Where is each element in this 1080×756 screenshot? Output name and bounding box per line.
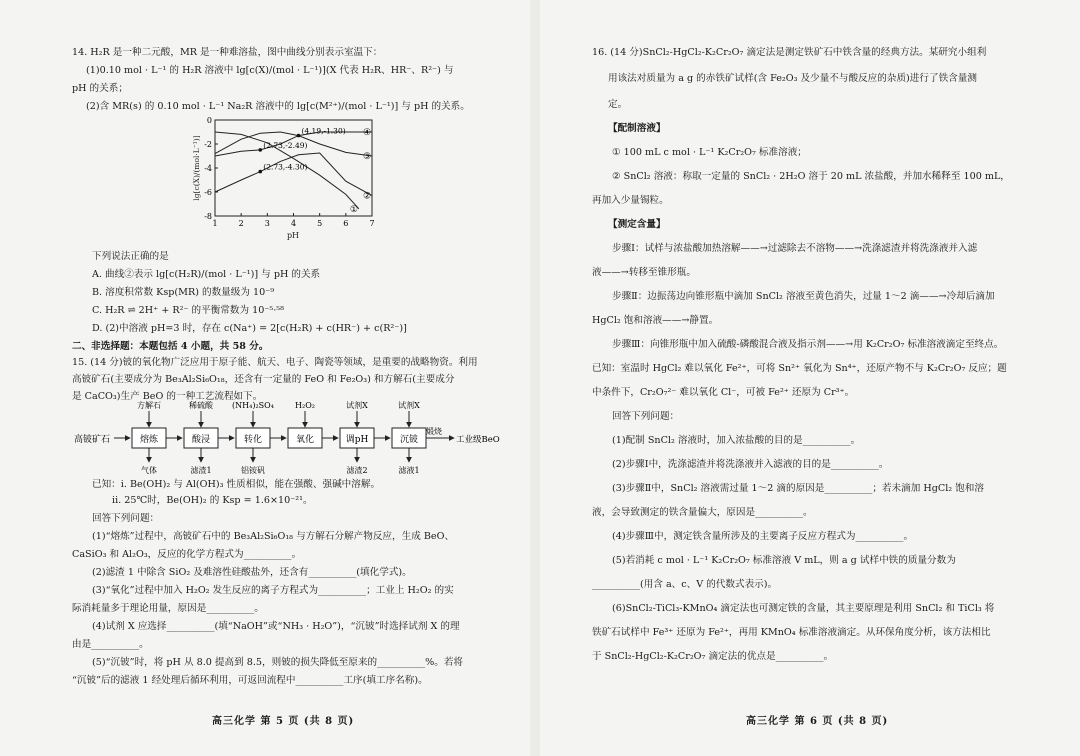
chart-annotation-label: (2.73,-4.30)	[263, 162, 308, 172]
q16-step2-line1: 步骤Ⅱ：边振荡边向锥形瓶中滴加 SnCl₂ 溶液至黄色消失，过量 1～2 滴——→冷却后滴加	[612, 291, 995, 302]
q14-question: 下列说法正确的是	[92, 251, 169, 262]
chart-series-label: ①	[349, 204, 358, 215]
q15-p4-line2: 由是__________。	[72, 639, 149, 650]
q16-step1-line2: 液——→转移至锥形瓶。	[592, 267, 696, 278]
page-footer-6: 高三化学 第 6 页 (共 8 页)	[746, 716, 889, 727]
chart-ytick-label: -2	[204, 140, 212, 149]
q16-p1: (1)配制 SnCl₂ 溶液时，加入浓盐酸的目的是__________。	[612, 435, 861, 446]
q16-line3: 定。	[608, 99, 628, 110]
svg-text:铝铵矾: 铝铵矾	[241, 466, 265, 475]
q16-step1-line1: 步骤Ⅰ：试样与浓盐酸加热溶解——→过滤除去不溶物——→洗涤滤渣并将洗涤液并入滤	[612, 243, 978, 254]
chart-series-label: ④	[363, 128, 372, 138]
q16-step3-line1: 步骤Ⅲ：向锥形瓶中加入硫酸-磷酸混合液及指示剂——→用 K₂Cr₂O₇ 标准溶液滴定至终点。	[612, 339, 1004, 350]
svg-text:方解石: 方解石	[137, 401, 161, 410]
q16-ask: 回答下列问题：	[612, 411, 680, 422]
q16-p5-line2: __________(用含 a、c、V 的代数式表示)。	[592, 579, 778, 590]
svg-text:试剂X: 试剂X	[346, 401, 368, 410]
svg-text:滤渣2: 滤渣2	[346, 466, 368, 475]
q16-heading-prepare: 【配制溶液】	[608, 123, 666, 134]
q15-p5-line2: “沉铍”后的滤液 1 经处理后循环利用，可返回流程中__________工序(填工序名称)。	[72, 675, 428, 686]
svg-text:酸浸: 酸浸	[191, 435, 211, 445]
page-footer-5: 高三化学 第 5 页 (共 8 页)	[212, 716, 355, 727]
svg-text:试剂X: 试剂X	[398, 401, 420, 410]
svg-text:滤渣1: 滤渣1	[190, 466, 212, 475]
chart-ytick-label: -6	[204, 188, 212, 197]
q14-option-c: C. H₂R ⇌ 2H⁺ + R²⁻ 的平衡常数为 10⁻⁵·⁵⁸	[92, 305, 284, 316]
q15-line2: 高铍矿石(主要成分为 Be₃Al₂Si₆O₁₈，还含有一定量的 FeO 和 Fe₂O₃) 和方解石(主要成分	[72, 374, 455, 385]
chart-xlabel: pH	[286, 231, 300, 240]
q15-line3: 是 CaCO₃)生产 BeO 的一种工艺流程如下。	[72, 391, 263, 402]
chart-annotation-point	[297, 134, 301, 138]
q14-part1-line1: (1)0.10 mol · L⁻¹ 的 H₂R 溶液中 lg[c(X)/(mol · L⁻¹)](X 代表 H₂R、HR⁻、R²⁻) 与	[86, 65, 454, 76]
chart-annotation-point	[258, 148, 262, 152]
chart-xtick-label: 6	[343, 219, 349, 228]
q16-p3-line2: 液，会导致测定的铁含量偏大，原因是__________。	[592, 507, 813, 518]
chart-series-label: ③	[363, 152, 372, 162]
chart-ytick-label: -8	[204, 212, 212, 221]
q14-option-d: D. (2)中溶液 pH=3 时，存在 c(Na⁺) = 2[c(H₂R) + c(HR⁻) + c(R²⁻)]	[92, 323, 407, 334]
svg-text:转化: 转化	[243, 435, 263, 445]
q14-option-a: A. 曲线②表示 lg[c(H₂R)/(mol · L⁻¹)] 与 pH 的关系	[92, 269, 321, 280]
page-gutter	[530, 0, 540, 756]
q16-line2: 用该法对质量为 a g 的赤铁矿试样(含 Fe₂O₃ 及少量不与酸反应的杂质)进行了铁含量测	[608, 73, 977, 84]
q16-p2: (2)步骤Ⅰ中，洗涤滤渣并将洗涤液并入滤液的目的是__________。	[612, 459, 889, 470]
svg-text:(NH₄)₂SO₄: (NH₄)₂SO₄	[232, 401, 274, 410]
chart-xtick-label: 4	[290, 219, 297, 228]
q14-chart	[188, 112, 388, 244]
section-2-heading: 二、非选择题：本题包括 4 小题，共 58 分。	[72, 341, 269, 352]
q14-stem: 14. H₂R 是一种二元酸，MR 是一种难溶盐，图中曲线分别表示室温下：	[72, 47, 383, 58]
flow-input: 高铍矿石	[74, 435, 111, 445]
svg-text:氧化: 氧化	[295, 435, 315, 445]
q16-step3-line2: 已知：室温时 HgCl₂ 难以氧化 Fe²⁺，可将 Sn²⁺ 氧化为 Sn⁴⁺，还原产物不与 K₂Cr₂O₇ 反应；题	[592, 363, 1007, 374]
q16-p5-line1: (5)若消耗 c mol · L⁻¹ K₂Cr₂O₇ 标准溶液 V mL，则 a g 试样中铁的质量分数为	[612, 555, 956, 566]
chart-ytick-label: 0	[206, 116, 212, 125]
svg-text:气体: 气体	[141, 466, 157, 475]
q16-solution-1: ① 100 mL c mol · L⁻¹ K₂Cr₂O₇ 标准溶液；	[612, 147, 807, 158]
q15-p1-line2: CaSiO₃ 和 Al₂O₃，反应的化学方程式为__________。	[72, 549, 302, 560]
chart-xtick-label: 7	[369, 219, 375, 228]
q16-line1: 16. (14 分)SnCl₂-HgCl₂-K₂Cr₂O₇ 滴定法是测定铁矿石中铁含量的经典方法。某研究小组利	[592, 47, 987, 58]
flow-output: 工业级BeO	[456, 435, 500, 445]
q15-p3-line2: 际消耗量多于理论用量，原因是__________。	[72, 603, 264, 614]
q16-p6-line1: (6)SnCl₂-TiCl₃-KMnO₄ 滴定法也可测定铁的含量，其主要原理是利用 SnCl₂ 和 TiCl₃ 将	[612, 603, 995, 614]
q16-heading-measure: 【测定含量】	[608, 219, 666, 230]
chart-annotation-label: (4.19,-1.30)	[301, 126, 346, 136]
q16-p6-line3: 于 SnCl₂-HgCl₂-K₂Cr₂O₇ 滴定法的优点是__________。	[592, 651, 834, 662]
q14-part1-line2: pH 的关系；	[72, 83, 128, 94]
q15-ask: 回答下列问题：	[92, 513, 160, 524]
chart-xtick-label: 3	[264, 219, 270, 228]
q16-p4: (4)步骤Ⅲ中，测定铁含量所涉及的主要离子反应方程式为__________。	[612, 531, 914, 542]
chart-annotation-point	[258, 170, 262, 174]
svg-text:滤液1: 滤液1	[398, 466, 420, 475]
q15-p4-line1: (4)试剂 X 应选择__________(填“NaOH”或“NH₃ · H₂O”)，“沉铍”时选择试剂 X 的理	[92, 621, 460, 632]
exam-page-6	[540, 0, 1080, 756]
q16-solution-2-line2: 再加入少量锡粒。	[592, 195, 669, 206]
exam-page-5	[0, 0, 530, 756]
svg-text:稀硫酸: 稀硫酸	[189, 401, 213, 410]
q16-step3-line3: 中条件下，Cr₂O₇²⁻ 难以氧化 Cl⁻，可被 Fe²⁺ 还原为 Cr³⁺。	[592, 387, 855, 398]
svg-text:调pH: 调pH	[345, 435, 369, 445]
q15-process-flow	[70, 400, 510, 478]
chart-xtick-label: 2	[238, 219, 244, 228]
svg-text:沉铍: 沉铍	[399, 435, 419, 445]
chart-annotation-label: (2.73,-2.49)	[263, 140, 308, 150]
svg-text:H₂O₂: H₂O₂	[295, 401, 315, 410]
chart-ytick-label: -4	[204, 164, 212, 173]
q16-p6-line2: 铁矿石试样中 Fe³⁺ 还原为 Fe²⁺，再用 KMnO₄ 标准溶液滴定。从环保角度分析，该方法相比	[592, 627, 991, 638]
chart-xtick-label: 1	[212, 219, 218, 228]
q16-p3-line1: (3)步骤Ⅱ中，SnCl₂ 溶液需过量 1～2 滴的原因是__________；若未滴加 HgCl₂ 饱和溶	[612, 483, 984, 494]
q14-part2: (2)含 MR(s) 的 0.10 mol · L⁻¹ Na₂R 溶液中的 lg[c(M²⁺)/(mol · L⁻¹)] 与 pH 的关系。	[86, 101, 470, 112]
q15-p1-line1: (1)“熔炼”过程中，高铍矿石中的 Be₃Al₂Si₆O₁₈ 与方解石分解产物反应，生成 BeO、	[92, 531, 455, 542]
q15-line1: 15. (14 分)铍的氧化物广泛应用于原子能、航天、电子、陶瓷等领域，是重要的战略物资。利用	[72, 357, 478, 368]
q15-known-2: ii. 25℃时，Be(OH)₂ 的 Ksp = 1.6×10⁻²¹。	[112, 495, 313, 506]
q15-p5-line1: (5)“沉铍”时，将 pH 从 8.0 提高到 8.5，则铍的损失降低至原来的__________%。若将	[92, 657, 464, 668]
svg-text:熔炼: 熔炼	[139, 435, 159, 445]
chart-xtick-label: 5	[317, 219, 323, 228]
q15-p3-line1: (3)“氧化”过程中加入 H₂O₂ 发生反应的离子方程式为__________；工业上 H₂O₂ 的实	[92, 585, 454, 596]
q16-solution-2-line1: ② SnCl₂ 溶液：称取一定量的 SnCl₂ · 2H₂O 溶于 20 mL 浓盐酸，并加水稀释至 100 mL，	[612, 171, 1010, 182]
chart-series-label: ②	[363, 191, 372, 202]
chart-series-line	[215, 153, 372, 196]
q16-step2-line2: HgCl₂ 饱和溶液——→静置。	[592, 315, 719, 326]
q14-option-b: B. 溶度积常数 Ksp(MR) 的数量级为 10⁻⁹	[92, 287, 275, 298]
q15-known-1: 已知：i. Be(OH)₂ 与 Al(OH)₃ 性质相似，能在强酸、强碱中溶解。	[92, 479, 381, 490]
chart-ylabel: lg[c(X)/(mol·L⁻¹)]	[192, 135, 201, 201]
chart-labels	[258, 127, 371, 215]
q15-p2: (2)滤渣 1 中除含 SiO₂ 及难溶性硅酸盐外，还含有__________(填化学式)。	[92, 567, 412, 578]
flow-calcine-label: 煅烧	[426, 427, 442, 436]
